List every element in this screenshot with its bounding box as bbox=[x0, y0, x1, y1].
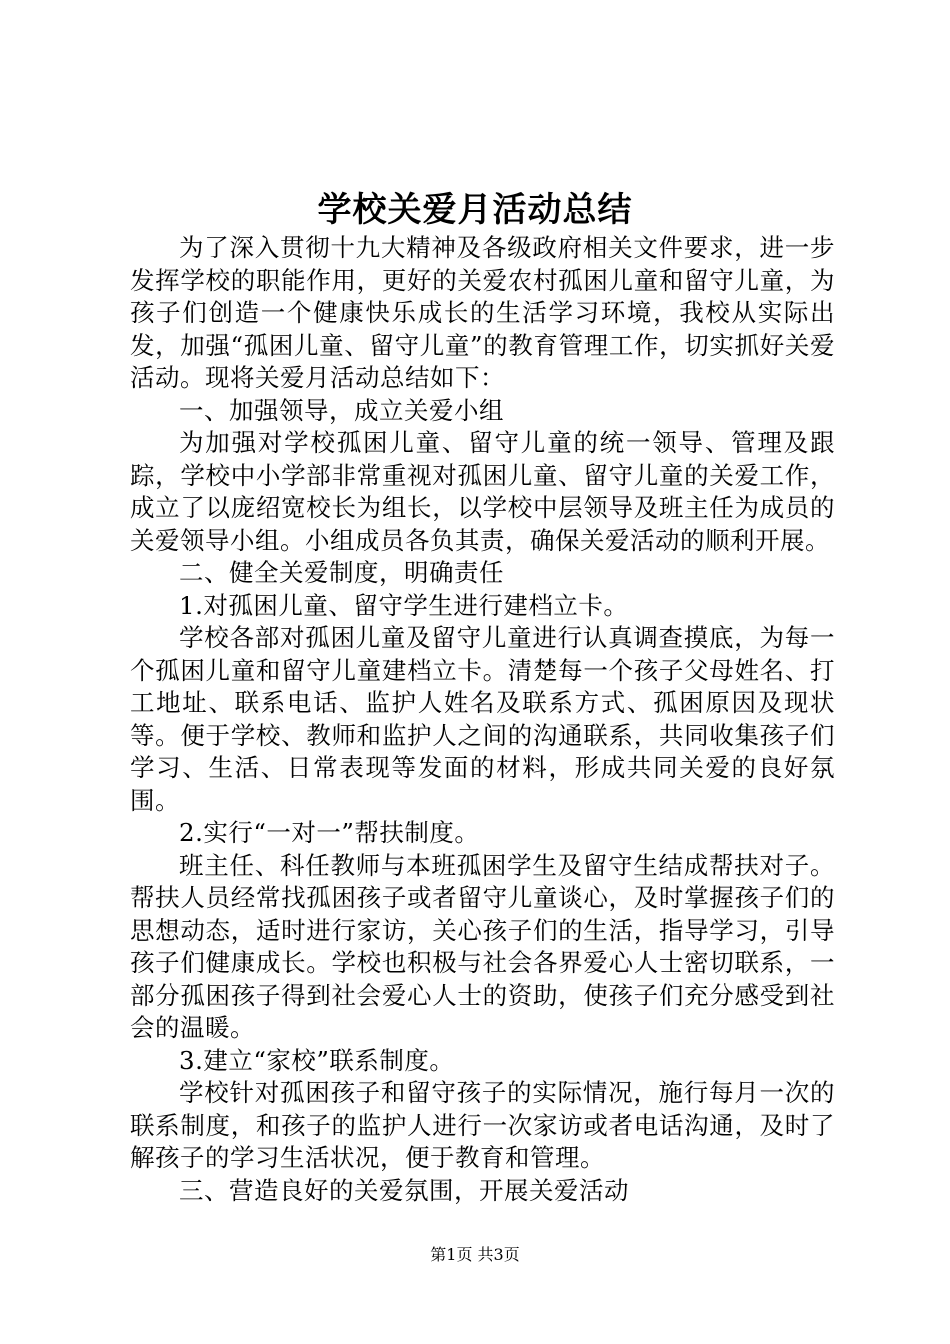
paragraph-intro: 为了深入贯彻十九大精神及各级政府相关文件要求，进一步发挥学校的职能作用，更好的关爱农村孤困儿童和留守儿童，为孩子们创造一个健康快乐成长的生活学习环境，我校从实际出发，加强“孤困儿童、留守儿童”的教育管理工作，切实抓好关爱活动。现将关爱月活动总结如下： bbox=[130, 233, 835, 392]
subheading-2-1: 1.对孤困儿童、留守学生进行建档立卡。 bbox=[179, 590, 629, 620]
subheading-2-2: 2.实行“一对一”帮扶制度。 bbox=[179, 818, 480, 847]
subheading-2-3: 3.建立“家校”联系制度。 bbox=[179, 1045, 455, 1075]
paragraph-2-1: 学校各部对孤困儿童及留守儿童进行认真调查摸底，为每一个孤困儿童和留守儿童建档立卡。清楚每一个孩子父母姓名、打工地址、联系电话、监护人姓名及联系方式、孤困原因及现状等。便于学校、教师和监护人之间的沟通联系，共同收集孩子们学习、生活、日常表现等发面的材料，形成共同关爱的良好氛围。 bbox=[130, 623, 835, 815]
paragraph-2-3: 学校针对孤困孩子和留守孩子的实际情况，施行每月一次的联系制度，和孩子的监护人进行一次家访或者电话沟通，及时了解孩子的学习生活状况，便于教育和管理。 bbox=[130, 1078, 835, 1172]
document-title: 学校关爱月活动总结 bbox=[317, 190, 633, 230]
section-heading-1: 一、加强领导，成立关爱小组 bbox=[179, 395, 504, 425]
document-body bbox=[130, 232, 835, 1207]
paragraph-section-1: 为加强对学校孤困儿童、留守儿童的统一领导、管理及跟踪，学校中小学部非常重视对孤困儿童、留守儿童的关爱工作，成立了以庞绍宽校长为组长，以学校中层领导及班主任为成员的关爱领导小组。小组成员各负其责，确保关爱活动的顺利开展。 bbox=[130, 428, 835, 555]
section-heading-3: 三、营造良好的关爱氛围，开展关爱活动 bbox=[179, 1175, 629, 1205]
paragraph-2-2: 班主任、科任教师与本班孤困学生及留守生结成帮扶对子。帮扶人员经常找孤困孩子或者留守儿童谈心，及时掌握孩子们的思想动态，适时进行家访，关心孩子们的生活，指导学习，引导孩子们健康成长。学校也积极与社会各界爱心人士密切联系，一部分孤困孩子得到社会爱心人士的资助，使孩子们充分感受到社会的温暖。 bbox=[130, 850, 835, 1042]
section-heading-2: 二、健全关爱制度，明确责任 bbox=[179, 558, 504, 587]
page-number-footer: 第1页 共3页 bbox=[430, 1245, 520, 1264]
